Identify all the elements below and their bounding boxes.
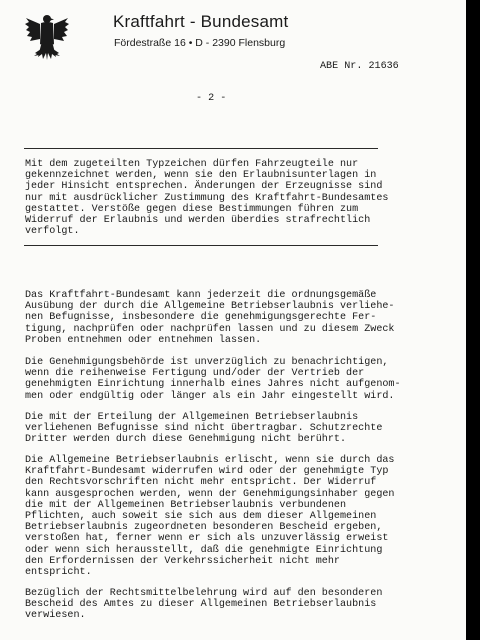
notice-bottom-rule: [24, 245, 378, 246]
authority-name: Kraftfahrt - Bundesamt: [113, 12, 289, 31]
page-number: - 2 -: [196, 93, 227, 104]
federal-eagle-icon: [25, 12, 69, 64]
framed-notice: Mit dem zugeteilten Typzeichen dürfen Fahrzeugteile nur gekennzeichnet werden, wenn sie den Erlaubnisunterlagen in jeder Hinsicht entsprechen. Änderungen der Erzeugnisse sind nur mit ausdrücklicher Zustimmung des Kraftfahrt-Bundesamtes gestattet. Verstöße gegen diese Bestimmungen führen zum Widerruf der Erlaubnis und werden überdies strafrechtlich verfolgt.: [25, 159, 389, 238]
paragraph-inspection: Das Kraftfahrt-Bundesamt kann jederzeit die ordnungsgemäße Ausübung der durch die Allgemeine Betriebserlaubnis verliehe- nen Befugnisse, insbesondere die genehmigungsgerechte Fer- tigung, nachprüfen oder nachprüfen lassen und zu diesem Zweck Proben entnehmen oder entnehmen lassen.: [25, 290, 395, 346]
paragraph-transferability: Die mit der Erteilung der Allgemeinen Betriebserlaubnis verliehenen Befugnisse sind nicht übertragbar. Schutzrechte Dritter werden durch diese Genehmigung nicht berührt.: [25, 412, 383, 446]
authority-address: Fördestraße 16 • D - 2390 Flensburg: [114, 37, 286, 49]
paragraph-notification: Die Genehmigungsbehörde ist unverzüglich zu benachrichtigen, wenn die reihenweise Fertigung und/oder der Vertrieb der genehmigten Einrichtung innerhalb eines Jahres nicht aufgenom- men oder endgültig oder länger als ein Jahr eingestellt wird.: [25, 357, 401, 402]
paragraph-revocation: Die Allgemeine Betriebserlaubnis erlischt, wenn sie durch das Kraftfahrt-Bundesamt widerrufen wird oder der genehmigte Typ den Rechtsvorschriften nicht mehr entspricht. Der Widerruf kann ausgesprochen werden, wenn der Genehmigungsinhaber gegen die mit der Allgemeinen Betriebserlaubnis verbundenen Pflichten, auch soweit sie sich aus dem dieser Allgemeinen Betriebserlaubnis zugeordneten besonderen Bescheid ergeben, verstoßen hat, ferner wenn er sich als unzuverlässig erweist oder wenn sich herausstellt, daß die genehmigte Einrichtung den Erfordernissen der Verkehrssicherheit nicht mehr entspricht.: [25, 455, 395, 579]
reference-number: ABE Nr. 21636: [320, 61, 399, 72]
paragraph-legal-remedy: Bezüglich der Rechtsmittelbelehrung wird auf den besonderen Bescheid des Amtes zu dieser Allgemeinen Betriebserlaubnis verwiesen.: [25, 588, 383, 622]
notice-top-rule: [24, 148, 378, 149]
